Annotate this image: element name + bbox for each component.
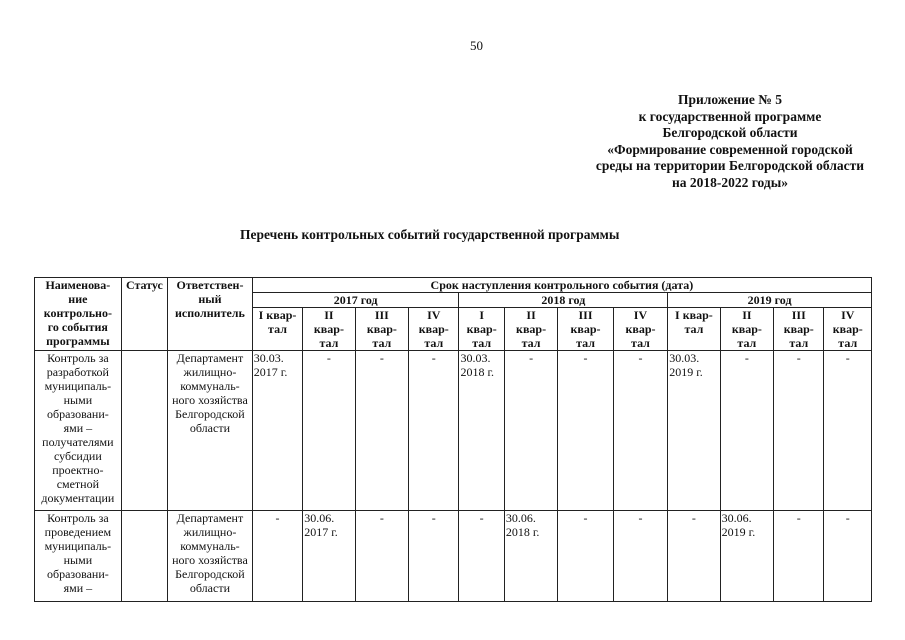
date-cell: - bbox=[824, 511, 872, 602]
event-name-cell: Контроль за проведением муниципаль- ными образовани- ями – bbox=[35, 511, 122, 602]
header-quarter: I квар- тал bbox=[459, 308, 504, 351]
date-cell: 30.03. 2018 г. bbox=[459, 351, 504, 511]
date-cell: - bbox=[355, 351, 408, 511]
header-quarter: I квар- тал bbox=[668, 308, 720, 351]
date-cell: - bbox=[774, 511, 824, 602]
executor-cell: Департамент жилищно- коммуналь- ного хозяйства Белгородской области bbox=[168, 351, 253, 511]
date-cell: 30.06. 2018 г. bbox=[504, 511, 557, 602]
appendix-header bbox=[540, 92, 905, 191]
date-cell: - bbox=[409, 511, 459, 602]
header-quarter: II квар- тал bbox=[504, 308, 557, 351]
date-cell: - bbox=[252, 511, 302, 602]
header-quarter: II квар- тал bbox=[303, 308, 355, 351]
header-year-2017: 2017 год bbox=[252, 293, 459, 308]
date-cell: 30.06. 2019 г. bbox=[720, 511, 773, 602]
date-cell: - bbox=[355, 511, 408, 602]
status-cell bbox=[121, 511, 167, 602]
date-cell: 30.06. 2017 г. bbox=[303, 511, 355, 602]
header-period: Срок наступления контрольного события (дата) bbox=[252, 278, 871, 293]
appendix-line: к государственной программе bbox=[638, 108, 822, 124]
header-year-2018: 2018 год bbox=[459, 293, 668, 308]
date-cell: - bbox=[459, 511, 504, 602]
appendix-line: на 2018-2022 годы» bbox=[671, 174, 789, 190]
date-cell: - bbox=[558, 351, 613, 511]
date-cell: 30.03. 2017 г. bbox=[252, 351, 302, 511]
header-quarter: I квар- тал bbox=[252, 308, 302, 351]
table-row bbox=[35, 351, 872, 511]
control-events-table bbox=[34, 277, 872, 602]
header-quarter: IV квар- тал bbox=[409, 308, 459, 351]
table-row bbox=[35, 511, 872, 602]
header-quarter: III квар- тал bbox=[558, 308, 613, 351]
header-quarter: III квар- тал bbox=[355, 308, 408, 351]
header-executor: Ответствен- ный исполнитель bbox=[168, 278, 253, 351]
date-cell: - bbox=[409, 351, 459, 511]
date-cell: - bbox=[720, 351, 773, 511]
header-event-name: Наименова- ние контрольно- го события программы bbox=[35, 278, 122, 351]
date-cell: - bbox=[613, 351, 667, 511]
header-quarter: IV квар- тал bbox=[824, 308, 872, 351]
executor-cell: Департамент жилищно- коммуналь- ного хозяйства Белгородской области bbox=[168, 511, 253, 602]
header-status: Статус bbox=[121, 278, 167, 351]
appendix-line: Приложение № 5 bbox=[678, 92, 782, 107]
event-name-cell: Контроль за разработкой муниципаль- ными образовани- ями – получателями субсидии проектно- сметной документации bbox=[35, 351, 122, 511]
date-cell: - bbox=[824, 351, 872, 511]
header-quarter: IV квар- тал bbox=[613, 308, 667, 351]
date-cell: - bbox=[774, 351, 824, 511]
date-cell: - bbox=[558, 511, 613, 602]
date-cell: - bbox=[303, 351, 355, 511]
header-quarter: III квар- тал bbox=[774, 308, 824, 351]
appendix-line: Белгородской области bbox=[662, 125, 798, 140]
document-title: Перечень контрольных событий государственной программы bbox=[240, 227, 620, 242]
page-number: 50 bbox=[470, 38, 483, 53]
header-quarter: II квар- тал bbox=[720, 308, 773, 351]
appendix-line: «Формирование современной городской bbox=[607, 141, 853, 157]
appendix-line: среды на территории Белгородской области bbox=[595, 158, 865, 173]
date-cell: - bbox=[613, 511, 667, 602]
date-cell: - bbox=[668, 511, 720, 602]
date-cell: 30.03. 2019 г. bbox=[668, 351, 720, 511]
status-cell bbox=[121, 351, 167, 511]
header-year-2019: 2019 год bbox=[668, 293, 872, 308]
date-cell: - bbox=[504, 351, 557, 511]
